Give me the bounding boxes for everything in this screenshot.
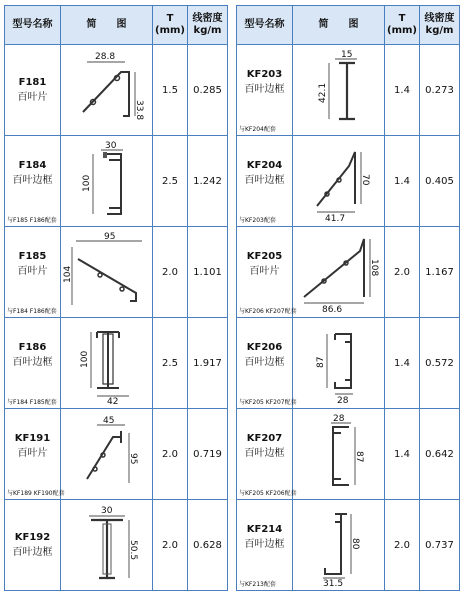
width-dimension: 86.6 bbox=[321, 305, 342, 313]
model-cell bbox=[5, 409, 65, 500]
diagram-header: 简 图 bbox=[61, 6, 153, 45]
model-cell bbox=[5, 318, 61, 409]
pairing-note: 与KF213配套 bbox=[239, 581, 276, 588]
density-value: 0.572 bbox=[420, 318, 460, 409]
table-row bbox=[5, 227, 228, 318]
model-name: 百叶边框 bbox=[244, 448, 285, 459]
model-cell bbox=[237, 136, 293, 227]
model-code: KF214 bbox=[246, 524, 283, 535]
diagram-cell bbox=[61, 409, 153, 500]
density-value: 1.917 bbox=[188, 318, 228, 409]
profile-diagram bbox=[295, 140, 383, 222]
thickness-header bbox=[385, 6, 420, 45]
thickness-value: 2.5 bbox=[153, 136, 188, 227]
width-dimension: 41.7 bbox=[324, 214, 345, 222]
thickness-value: 2.0 bbox=[153, 409, 188, 500]
width-dimension: 30 bbox=[100, 506, 112, 516]
density-value: 1.167 bbox=[420, 227, 460, 318]
density-value: 1.242 bbox=[188, 136, 228, 227]
model-code: KF204 bbox=[246, 160, 283, 171]
pairing-note: 与F184 F186配套 bbox=[7, 308, 57, 315]
thickness-value: 1.4 bbox=[385, 136, 420, 227]
header-row bbox=[5, 6, 228, 45]
density-unit: kg/m bbox=[193, 25, 222, 36]
density-label: 线密度 bbox=[424, 13, 455, 24]
model-cell bbox=[5, 45, 61, 136]
diagram-cell bbox=[61, 318, 153, 409]
diagram-cell bbox=[61, 45, 153, 136]
profile-diagram bbox=[63, 504, 151, 586]
table-row bbox=[237, 227, 460, 318]
table-row bbox=[5, 136, 228, 227]
thickness-value: 2.0 bbox=[153, 500, 188, 591]
table-row bbox=[237, 409, 460, 500]
profile-diagram bbox=[295, 49, 383, 131]
profile-diagram bbox=[63, 50, 151, 130]
pairing-note: 与KF206 KF207配套 bbox=[239, 308, 297, 315]
height-dimension: 100 bbox=[81, 174, 92, 192]
thickness-value: 1.4 bbox=[385, 45, 420, 136]
density-value: 0.719 bbox=[188, 409, 228, 500]
pairing-note: 与KF203配套 bbox=[239, 217, 276, 224]
model-name: 百叶边框 bbox=[244, 539, 285, 550]
model-cell bbox=[237, 500, 293, 591]
pairing-note: 与KF204配套 bbox=[239, 126, 276, 133]
thickness-value: 1.4 bbox=[385, 318, 420, 409]
height-dimension: 108 bbox=[368, 259, 379, 277]
thickness-header bbox=[153, 6, 188, 45]
model-cell bbox=[237, 45, 293, 136]
diagram-cell bbox=[293, 227, 385, 318]
height-dimension: 104 bbox=[62, 265, 73, 283]
table-row bbox=[237, 45, 460, 136]
height-dimension: 95 bbox=[127, 453, 138, 465]
model-name: 百叶边框 bbox=[244, 84, 285, 95]
density-unit: kg/m bbox=[425, 25, 454, 36]
diagram-cell bbox=[293, 45, 385, 136]
table-row bbox=[237, 136, 460, 227]
model-code: F185 bbox=[18, 251, 47, 262]
model-code: F181 bbox=[18, 77, 47, 88]
model-cell bbox=[5, 500, 61, 591]
pairing-note: 与F185 F186配套 bbox=[7, 217, 57, 224]
width-dimension: 28 bbox=[332, 414, 344, 424]
model-name: 百叶边框 bbox=[244, 175, 285, 186]
table-row bbox=[237, 318, 460, 409]
profile-diagram bbox=[62, 231, 152, 313]
model-header: 型号名称 bbox=[5, 6, 61, 45]
thickness-label: T bbox=[398, 13, 406, 24]
profile-diagram bbox=[63, 140, 151, 222]
height-dimension: 42.1 bbox=[317, 82, 328, 103]
model-name: 百叶片 bbox=[17, 266, 48, 277]
density-value: 1.101 bbox=[188, 227, 228, 318]
density-value: 0.642 bbox=[420, 409, 460, 500]
height-dimension: 80 bbox=[349, 538, 360, 550]
width-dimension: 95 bbox=[103, 232, 115, 242]
table-row bbox=[5, 500, 228, 591]
model-cell bbox=[237, 409, 297, 500]
profile-diagram bbox=[294, 231, 384, 313]
model-cell bbox=[5, 227, 61, 318]
thickness-value: 2.5 bbox=[153, 318, 188, 409]
model-cell bbox=[237, 227, 297, 318]
height-dimension: 33.8 bbox=[133, 100, 144, 121]
thickness-value: 2.0 bbox=[385, 227, 420, 318]
model-name: 百叶片 bbox=[17, 92, 48, 103]
width-dimension: 15 bbox=[340, 50, 352, 60]
profile-diagram bbox=[63, 413, 151, 495]
table-row bbox=[237, 500, 460, 591]
density-value: 0.273 bbox=[420, 45, 460, 136]
model-code: KF206 bbox=[246, 342, 283, 353]
diagram-cell bbox=[61, 227, 153, 318]
model-code: F186 bbox=[18, 342, 47, 353]
diagram-cell bbox=[293, 318, 385, 409]
diagram-cell bbox=[293, 136, 385, 227]
model-code: KF192 bbox=[14, 532, 51, 543]
right-spec-table bbox=[236, 5, 460, 591]
model-name: 百叶边框 bbox=[244, 357, 285, 368]
width-dimension: 30 bbox=[104, 141, 116, 151]
pairing-note: 与KF205 KF207配套 bbox=[239, 399, 297, 406]
pairing-note: 与KF205 KF206配套 bbox=[239, 490, 297, 497]
table-row bbox=[5, 409, 228, 500]
model-name: 百叶片 bbox=[249, 266, 280, 277]
left-spec-table bbox=[4, 5, 228, 591]
diagram-cell bbox=[293, 500, 385, 591]
model-cell bbox=[237, 318, 297, 409]
density-header bbox=[188, 6, 228, 45]
density-label: 线密度 bbox=[192, 13, 223, 24]
density-header bbox=[420, 6, 460, 45]
model-code: KF205 bbox=[246, 251, 283, 262]
diagram-cell bbox=[293, 409, 385, 500]
thickness-unit: (mm) bbox=[387, 25, 417, 36]
thickness-value: 2.0 bbox=[153, 227, 188, 318]
density-value: 0.628 bbox=[188, 500, 228, 591]
model-cell bbox=[5, 136, 61, 227]
thickness-value: 1.5 bbox=[153, 45, 188, 136]
model-code: KF207 bbox=[246, 433, 283, 444]
diagram-cell bbox=[61, 500, 153, 591]
table-row bbox=[5, 45, 228, 136]
pairing-note: 与KF189 KF190配套 bbox=[7, 490, 65, 497]
thickness-value: 1.4 bbox=[385, 409, 420, 500]
width-dimension: 28 bbox=[336, 396, 348, 404]
profile-diagram bbox=[295, 504, 383, 586]
density-value: 0.737 bbox=[420, 500, 460, 591]
thickness-label: T bbox=[166, 13, 174, 24]
model-code: KF203 bbox=[246, 69, 283, 80]
height-dimension: 100 bbox=[79, 350, 90, 368]
model-name: 百叶边框 bbox=[12, 357, 53, 368]
thickness-unit: (mm) bbox=[155, 25, 185, 36]
width-dimension: 28.8 bbox=[94, 52, 115, 62]
density-value: 0.405 bbox=[420, 136, 460, 227]
height-dimension: 87 bbox=[353, 451, 364, 463]
header-row bbox=[237, 6, 460, 45]
density-value: 0.285 bbox=[188, 45, 228, 136]
model-name: 百叶边框 bbox=[12, 175, 53, 186]
table-row bbox=[5, 318, 228, 409]
thickness-value: 2.0 bbox=[385, 500, 420, 591]
model-name: 百叶边框 bbox=[12, 547, 53, 558]
height-dimension: 87 bbox=[315, 356, 326, 368]
height-dimension: 50.5 bbox=[127, 540, 138, 561]
model-name: 百叶片 bbox=[17, 448, 48, 459]
width-dimension: 31.5 bbox=[322, 579, 343, 586]
width-dimension: 42 bbox=[106, 397, 118, 404]
profile-diagram bbox=[63, 322, 151, 404]
diagram-cell bbox=[61, 136, 153, 227]
diagram-header: 简 图 bbox=[293, 6, 385, 45]
model-code: F184 bbox=[18, 160, 47, 171]
pairing-note: 与F184 F185配套 bbox=[7, 399, 57, 406]
width-dimension: 45 bbox=[102, 416, 114, 426]
profile-diagram bbox=[295, 413, 383, 495]
model-code: KF191 bbox=[14, 433, 51, 444]
height-dimension: 70 bbox=[359, 174, 370, 186]
model-header: 型号名称 bbox=[237, 6, 293, 45]
profile-diagram bbox=[295, 322, 383, 404]
